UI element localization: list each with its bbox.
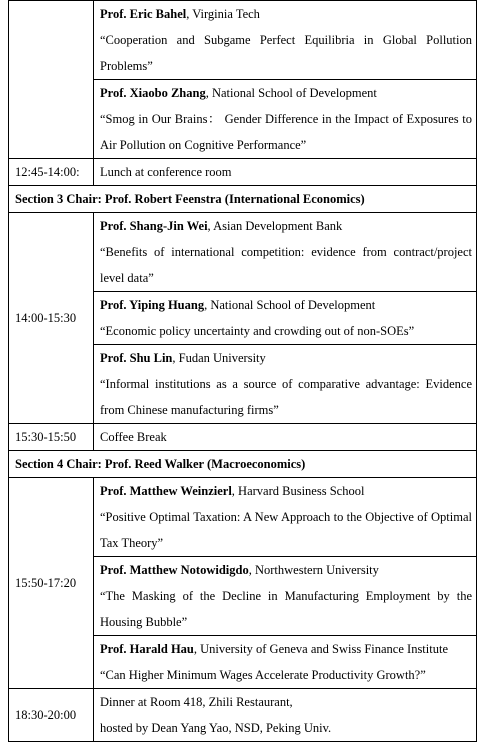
section-header: Section 3 Chair: Prof. Robert Feenstra (International Economics): [9, 186, 477, 213]
table-row: [9, 689, 477, 742]
speaker-affiliation: , Asian Development Bank: [207, 219, 343, 233]
speaker-affiliation: , Harvard Business School: [231, 484, 365, 498]
talk-title: “Cooperation and Subgame Perfect Equilibria in Global Pollution Problems”: [100, 33, 472, 73]
talk-cell: [94, 213, 477, 292]
talk-title: “Economic policy uncertainty and crowding out of non-SOEs”: [100, 324, 415, 338]
talk-title: “Smog in Our Brains： Gender Difference in the Impact of Exposures to Air Pollution on Cognitive Performance”: [100, 112, 472, 152]
speaker-affiliation: , Virginia Tech: [186, 7, 260, 21]
table-row: [9, 424, 477, 451]
event-cell: [94, 689, 477, 742]
speaker-affiliation: , University of Geneva and Swiss Finance Institute: [193, 642, 448, 656]
talk-title: “The Masking of the Decline in Manufacturing Employment by the Housing Bubble”: [100, 589, 472, 629]
schedule-page: [8, 0, 476, 742]
talk-cell: [94, 80, 477, 159]
event-line: Dinner at Room 418, Zhili Restaurant,: [100, 695, 293, 709]
table-row: [9, 213, 477, 292]
talk-cell: [94, 292, 477, 345]
speaker-affiliation: , National School of Development: [204, 298, 376, 312]
speaker-affiliation: , Northwestern University: [248, 563, 379, 577]
talk-title: “Positive Optimal Taxation: A New Approach to the Objective of Optimal Tax Theory”: [100, 510, 472, 550]
talk-title: “Informal institutions as a source of comparative advantage: Evidence from Chinese manufacturing firms”: [100, 377, 472, 417]
talk-title: “Benefits of international competition: evidence from contract/project level data”: [100, 245, 472, 285]
speaker-name: Prof. Matthew Weinzierl: [100, 484, 232, 498]
event-line: hosted by Dean Yang Yao, NSD, Peking Univ.: [100, 721, 332, 735]
table-row: [9, 1, 477, 80]
time-cell: [9, 1, 94, 159]
table-row: [9, 186, 477, 213]
speaker-name: Prof. Matthew Notowidigdo: [100, 563, 249, 577]
talk-cell: [94, 557, 477, 636]
speaker-name: Prof. Shu Lin: [100, 351, 173, 365]
table-row: [9, 478, 477, 557]
speaker-name: Prof. Xiaobo Zhang: [100, 86, 206, 100]
speaker-name: Prof. Shang-Jin Wei: [100, 219, 208, 233]
time-cell: 18:30-20:00: [9, 689, 94, 742]
table-row: [9, 159, 477, 186]
schedule-table: [8, 0, 477, 742]
speaker-affiliation: , National School of Development: [205, 86, 377, 100]
table-row: [9, 451, 477, 478]
talk-cell: [94, 1, 477, 80]
section-header: Section 4 Chair: Prof. Reed Walker (Macroeconomics): [9, 451, 477, 478]
time-cell: 12:45-14:00:: [9, 159, 94, 186]
talk-cell: [94, 345, 477, 424]
event-cell: Lunch at conference room: [94, 159, 477, 186]
speaker-name: Prof. Eric Bahel: [100, 7, 187, 21]
talk-cell: [94, 478, 477, 557]
speaker-name: Prof. Harald Hau: [100, 642, 194, 656]
talk-title: “Can Higher Minimum Wages Accelerate Productivity Growth?”: [100, 668, 426, 682]
time-cell: 15:50-17:20: [9, 478, 94, 689]
talk-cell: [94, 636, 477, 689]
time-cell: 15:30-15:50: [9, 424, 94, 451]
speaker-name: Prof. Yiping Huang: [100, 298, 205, 312]
event-cell: Coffee Break: [94, 424, 477, 451]
time-cell: 14:00-15:30: [9, 213, 94, 424]
speaker-affiliation: , Fudan University: [172, 351, 266, 365]
